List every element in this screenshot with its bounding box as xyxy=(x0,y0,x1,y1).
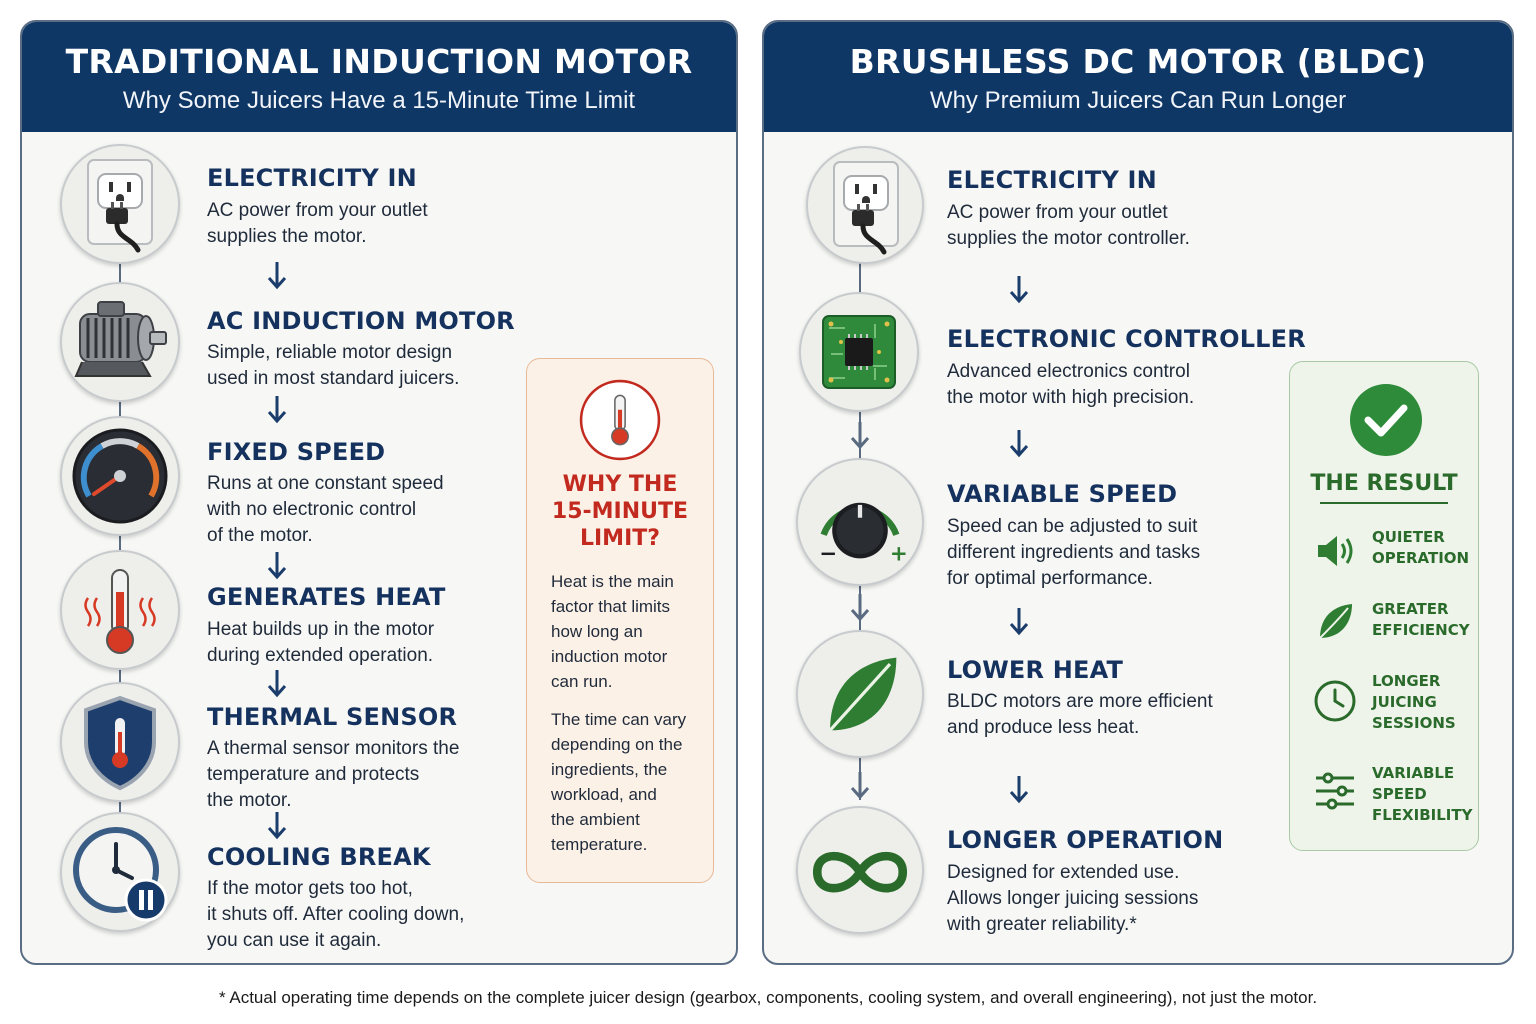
clock-pause-icon xyxy=(60,812,180,932)
thermometer-heat-icon xyxy=(60,550,180,670)
bldc-step-title: ELECTRICITY IN xyxy=(947,166,1157,194)
thermometer-icon xyxy=(579,379,661,461)
bldc-step-desc: Advanced electronics control the motor with high precision. xyxy=(947,361,1195,408)
outlet-plug-icon xyxy=(60,144,180,264)
induction-panel-subtitle: Why Some Juicers Have a 15-Minute Time Limit xyxy=(122,87,636,114)
bldc-panel-header xyxy=(764,22,1512,132)
sliders-icon xyxy=(1312,768,1358,814)
outlet-plug-icon xyxy=(806,146,924,264)
down-arrow-icon xyxy=(850,772,870,800)
down-arrow-icon xyxy=(850,422,870,450)
benefit-label: LONGER JUICING SESSIONS xyxy=(1372,672,1456,732)
why-limit-title: WHY THE 15-MINUTE LIMIT? xyxy=(551,472,689,551)
result-callout xyxy=(1289,361,1479,851)
speed-dial-icon xyxy=(796,458,924,586)
down-arrow-icon xyxy=(267,670,287,698)
down-arrow-icon xyxy=(267,812,287,840)
down-arrow-icon xyxy=(1009,776,1029,804)
down-arrow-icon xyxy=(850,594,870,622)
bldc-step-title: ELECTRONIC CONTROLLER xyxy=(947,325,1306,353)
induction-step-desc: Simple, reliable motor design used in most standard juicers. xyxy=(207,342,460,389)
induction-step-desc: If the motor gets too hot, it shuts off. After cooling down, you can use it again. xyxy=(207,878,465,951)
motor-icon xyxy=(60,282,180,402)
bldc-step-desc: Speed can be adjusted to suit different ingredients and tasks for optimal performance. xyxy=(947,516,1201,589)
bldc-step-desc: BLDC motors are more efficient and produce less heat. xyxy=(947,691,1213,738)
benefit-label: VARIABLE SPEED FLEXIBILITY xyxy=(1372,764,1473,824)
induction-step-desc: A thermal sensor monitors the temperature and protects the motor. xyxy=(207,738,460,811)
bldc-panel-subtitle: Why Premium Juicers Can Run Longer xyxy=(929,87,1347,114)
bldc-panel-title: BRUSHLESS DC MOTOR (BLDC) xyxy=(849,42,1427,81)
induction-step-desc: AC power from your outlet supplies the motor. xyxy=(207,200,428,247)
why-limit-callout xyxy=(526,358,714,883)
checkmark-icon xyxy=(1348,382,1424,458)
bldc-step-title: VARIABLE SPEED xyxy=(947,480,1178,508)
down-arrow-icon xyxy=(267,396,287,424)
leaf-icon xyxy=(796,630,924,758)
induction-step-title: THERMAL SENSOR xyxy=(207,703,458,731)
induction-panel-header xyxy=(22,22,736,132)
leaf-icon xyxy=(1312,598,1358,644)
benefit-label: GREATER EFFICIENCY xyxy=(1372,600,1470,639)
down-arrow-icon xyxy=(1009,430,1029,458)
down-arrow-icon xyxy=(267,262,287,290)
result-title: THE RESULT xyxy=(1310,471,1458,496)
shield-thermometer-icon xyxy=(60,682,180,802)
infinity-icon xyxy=(796,806,924,934)
induction-step-desc: Runs at one constant speed with no electronic control of the motor. xyxy=(207,473,444,546)
why-limit-text-1: Heat is the main factor that limits how long an induction motor can run. xyxy=(551,572,674,691)
down-arrow-icon xyxy=(1009,608,1029,636)
benefit-label: QUIETER OPERATION xyxy=(1372,528,1470,567)
bldc-step-desc: Designed for extended use. Allows longer juicing sessions with greater reliability.* xyxy=(947,862,1199,935)
clock-icon xyxy=(1312,678,1358,724)
why-limit-text-2: The time can vary depending on the ingredients, the workload, and the ambient temperature. xyxy=(551,710,687,854)
induction-step-title: GENERATES HEAT xyxy=(207,583,446,611)
svg-text:+: + xyxy=(889,541,908,567)
induction-step-title: FIXED SPEED xyxy=(207,438,386,466)
bldc-step-title: LOWER HEAT xyxy=(947,656,1124,684)
induction-step-desc: Heat builds up in the motor during extended operation. xyxy=(207,619,435,666)
down-arrow-icon xyxy=(267,552,287,580)
footnote: * Actual operating time depends on the complete juicer design (gearbox, components, cooling system, and overall engineering), not just the motor. xyxy=(218,988,1318,1007)
induction-panel-title: TRADITIONAL INDUCTION MOTOR xyxy=(65,42,693,81)
bldc-step-desc: AC power from your outlet supplies the motor controller. xyxy=(947,202,1190,249)
speedometer-icon xyxy=(60,416,180,536)
result-divider xyxy=(1320,502,1448,504)
speaker-icon xyxy=(1312,528,1358,574)
induction-step-title: AC INDUCTION MOTOR xyxy=(207,307,515,335)
circuit-board-icon xyxy=(799,292,919,412)
induction-step-title: ELECTRICITY IN xyxy=(207,164,417,192)
down-arrow-icon xyxy=(1009,276,1029,304)
bldc-step-title: LONGER OPERATION xyxy=(947,826,1224,854)
svg-text:−: − xyxy=(819,541,838,567)
induction-step-title: COOLING BREAK xyxy=(207,843,431,871)
